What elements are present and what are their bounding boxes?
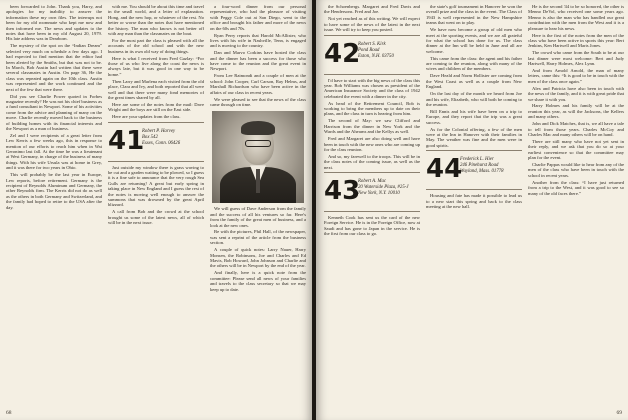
paragraph: Dan and Marvo Corkins have hosted the class and the dinner has been a success for those who have come to the reunion and the great event in Newport. bbox=[210, 50, 306, 72]
right-column-1 bbox=[324, 4, 420, 406]
paragraph: with me. You should be about this time and travel in the small world, and a letter of explanation. Hong, and the new hop, or whatever of the rest. No better or worse than the notes that have mentioned the history. The man who knows is not better off with any man than the classmates on the boat. bbox=[108, 4, 204, 37]
secretary-city: New York, N.Y. 10010 bbox=[358, 191, 400, 197]
paragraph: I'd have to start with the big news of the class this year. Bob Williams was chosen as president of the American Insurance Society and the class of 1942 celebrated the event with a dinner in the city. bbox=[324, 77, 420, 99]
portrait-glasses bbox=[245, 140, 271, 147]
paragraph: And so, my farewell to the troops. This will be in the class notes of the coming issue, as well as the next. bbox=[324, 153, 420, 170]
paragraph: This came from the class: the agent and his father are coming to the reunion, along with many of the wives and children of the members. bbox=[426, 55, 522, 72]
class-secretary-address bbox=[358, 42, 420, 60]
paragraph: John and Dick Matches, that is, we all have a tale to tell from those years. Charles McCoy and Charles Mac and many others will be on hand. bbox=[528, 121, 624, 137]
class-entry-44 bbox=[426, 150, 522, 190]
paragraph: For the most part the class is pleased with all the accounts of the old school and with the new business in its own old way of doing things. bbox=[108, 37, 204, 54]
right-column-3 bbox=[528, 4, 624, 406]
secretary-street: 20 Waterside Plaza, #25-J bbox=[358, 185, 409, 191]
paragraph: Ryan Perry reports that Harold McAllister, who lives with his wife in Nashville, Tenn, is engaged and is moving to the country. bbox=[210, 32, 306, 49]
class-year-number: 43 bbox=[324, 176, 361, 207]
secretary-street: 246 Pinehurst Road bbox=[460, 163, 499, 169]
paragraph: A couple of quick notes: Larry Nauer, Harry Monsen, the Robinsons, Joe and Charles and Ed Mavis, Bob Howard, John Johnson and Charlie and the others will be in Newport by the end of the year. bbox=[210, 247, 306, 269]
portrait-hair bbox=[241, 121, 275, 135]
secretary-name: Frederick L. Hier bbox=[460, 157, 494, 163]
page-number: 68 bbox=[6, 410, 12, 416]
paragraph: Housing and fate has made it possible to lead us to a new start this spring and back to the class meeting at the new hall. bbox=[426, 193, 522, 209]
paragraph: Just outside my window there is grass waving to be cut and a garden waiting to be plowed, so I guess it is a fine safe to announce that the very rough Sea Gulls are returning! A great but early spring in taking place in New England and I guess the rest of the notes is moving well enough to answer the summons that was drowned by the great April blizzard. bbox=[108, 164, 204, 208]
secretary-name: Robert A. Mac bbox=[358, 179, 387, 185]
portrait-tie bbox=[256, 169, 260, 193]
paragraph: Alex and Patricia have also been in touch with the news of the family, and it is with great pride that we share it with you. bbox=[528, 85, 624, 102]
left-page bbox=[0, 0, 312, 420]
left-column-1 bbox=[6, 4, 102, 406]
secretary-city: Essex, Conn. 06426 bbox=[142, 140, 181, 146]
paragraph: a four-word dinner from our personal representative, who had the pleasure of visiting with Peggy Cole out at San Diego, went to the office and brought his father and more of the news on the 60s and 70s. bbox=[210, 4, 306, 31]
paragraph: Kenneth Cook has sent us the card of the new Foreign Service. He is in the Foreign Office, now at Saudi and has gone to Japan in the service. He is the first from our class to go. bbox=[324, 215, 420, 237]
secretary-name: Robert P. Harvey bbox=[142, 128, 176, 134]
secretary-street: Box 542 bbox=[142, 134, 158, 140]
paragraph: Here are your updates from the class. bbox=[112, 114, 181, 120]
paragraph: A call from Bob and the crowd at the school brought us some of the latest news, all of which will be in the next issue. bbox=[108, 209, 204, 226]
class-year-number: 41 bbox=[108, 125, 145, 156]
paragraph: This will probably be the last year in Europe, Lew reports, before retirement. Germany is the recipient of Reynolds Aluminum and Germany, the other Reynolds firm. The Kerris did not do as well as the others in both Germany and Switzerland, and the family had hoped to retire to the USA after the day. bbox=[6, 172, 102, 210]
paragraph: Fred and Margaret are also doing well and have been in touch with the new ones who are coming up for the class reunion. bbox=[324, 136, 420, 152]
paragraph: There are still many who have not yet sent in their reply, and we ask that you do so at your earliest convenience so that the committee may plan for the event. bbox=[528, 138, 624, 161]
paragraph: Charlie Pappas would like to hear from any of the men of the class who have been in touch with the school in recent years. bbox=[528, 161, 624, 178]
right-column-2 bbox=[426, 4, 522, 406]
left-column-3 bbox=[210, 4, 306, 406]
paragraph: Here is what I received from Fred Gazlay: “For those of us who live along the coast the news is always late, but it was good in one way to be home.” bbox=[108, 55, 204, 77]
paragraph: Another from the class: “I have just returned from a trip to the West, and it was good to see so many of the old faces there.” bbox=[528, 179, 624, 196]
paragraph: We were pleased to see that the news of the class came through on time. bbox=[210, 96, 306, 107]
page-number: 69 bbox=[616, 410, 622, 416]
class-secretary-address bbox=[460, 157, 522, 175]
paragraph: And from Arnold Arnold, the man of many letters, came this: “It is good to be in touch with the men of the class once again.” bbox=[528, 67, 624, 84]
paragraph: As for the Colonial offering, a few of the men were at the Inn in Hanover with their families in May. The weather was fine and the men were in good spirits. bbox=[426, 126, 522, 148]
paragraph: The second of May: we saw Clifford and Harrison from the dinner in New York and the Wards and the Ahearns and the Kellys as well. bbox=[324, 118, 420, 135]
paragraph: the state's golf tournament in Hanover he won the overall prize and the class in the event. The Class of 1943 is well represented in the New Hampshire teams that went on to play. bbox=[426, 4, 522, 26]
paragraph: Here are some of the notes from the mail: Dave Wright and the boys are still on the East side. bbox=[108, 101, 204, 113]
left-column-2 bbox=[108, 4, 204, 406]
class-year-number: 42 bbox=[324, 38, 361, 69]
paragraph: Did you see Charlie Power quoted in Forbes magazine recently? He was not his chief business as a fund consultant in Newport. Some of his activities come from the advice and planning of many on the move. Charlie recently moved back to the business of building homes with its financial interests and the Newport as a man of business. bbox=[6, 93, 102, 131]
secretary-name: Robert S. Kirk bbox=[358, 41, 386, 47]
paragraph: We will guess of Dave Anderson from the family and the success of all his ventures so far. Here's from the family of the great men of business, and a look at the new ones. bbox=[210, 206, 306, 228]
paragraph: Harry Holmes and his family will be at the reunion this year, as will the Jacksons, the Kellers and many others. bbox=[528, 103, 624, 120]
paragraph: The mystery of the spot on the “Indian Dream” selected very much on schedule a few days ago. I had expected to find mention that the editor had been alerted by the Smiths, but that was not to be. In March, Bob Austin had written that there were several classmates in Austin. On page 36, He the class was repeated again on the 10th class. Austin was represented and the work continued and the next of the few that were there. bbox=[6, 43, 102, 92]
secretary-street: Pond Road bbox=[358, 47, 380, 53]
class-entry-42 bbox=[324, 35, 420, 75]
paragraph: From Lee Raimondi and a couple of men at the school: John Cooper, Carl Carson, Ray Helms, and Marshall Richardson who have been active in the affairs of our class in recent years. bbox=[210, 73, 306, 95]
paragraph: The crowd who came from the South to be at our last dinner were most welcome: Bert and Judy Hartwell, Harry Holmes, Alex Lynn. bbox=[528, 50, 624, 67]
right-page bbox=[316, 0, 628, 420]
paragraph: Not yet reached as of this writing. We will expect to have some of the news of the latest in the next issue. We will try to keep you posted. bbox=[324, 16, 420, 33]
paragraph: Be with the pictures, Phil Hall, of the newspaper, was sent a reprint of the article from the business section. bbox=[210, 229, 306, 246]
classmate-portrait-photo bbox=[212, 111, 304, 203]
paragraph: been forwarded to John. Thank you, Harry, and apologies for my inability to answer the information these my own files. The interrups not been for my old roommate who kept me now and then informed me. The news and updates to the notes that have been in my old August 20, 1979. His late address was in Dearborn. bbox=[6, 4, 102, 42]
secretary-city: Wayland, Mass. 01778 bbox=[460, 169, 504, 175]
paragraph: As head of the Retirement Council, Bob is working to bring the members up to date on their plans, and the class in turn is hearing from him. bbox=[324, 100, 420, 117]
class-entry-41 bbox=[108, 122, 204, 162]
paragraph: Here is the first of the notes from the men of the class who have been active in sports this year: Bert Jenkins, Ken Hartwell and Maris Jones. bbox=[528, 32, 624, 49]
paragraph: Then Larry and Marlena each visited from the old place, Clara and Ivy, and both reported that all were well and that there were many fond memories of the great times shared by all. bbox=[108, 78, 204, 100]
paragraph: He is the second '44 to be so honored, the other is Menno DeVol, who received one some years ago. Menno is also the man who has handled our great contribution with the men from the West and it is a pleasure to hear his news. bbox=[528, 4, 624, 31]
paragraph: Bill Ennis and his wife have been on a trip to Europe, and they report that the trip was a great success. bbox=[426, 108, 522, 125]
paragraph: And finally, here is a quick note from the committee: Please send all news of your families and travels to the class secretary so that we may keep up to date. bbox=[210, 270, 306, 292]
paragraph: Zel and I were recipients of a great letter from Lew Kerris a few weeks ago, this in response to mention of our efforts to reach him when in Wai Geronimo last fall. At the time he was a lieutenant at West Germany, in charge of the business of many things. With his wife Ursula was at home in Grey, and it was there for two years in Ohio. bbox=[6, 132, 102, 171]
paragraph: On the last day of the month we heard from Joe and his wife, Elizabeth, who will both be coming to the reunion. bbox=[426, 91, 522, 107]
class-secretary-address bbox=[142, 129, 204, 147]
class-entry-43 bbox=[324, 172, 420, 212]
paragraph: We have now become a group of old men who meet at the sporting events, and we are all grateful for what the school has done for us. The class dinner at the Inn will be held in June and all are welcome. bbox=[426, 27, 522, 54]
paragraph: the Schoenbergs. Margaret and Fred Davis and the Hendersons. Fred and Joe. bbox=[324, 4, 420, 15]
class-year-number: 44 bbox=[426, 154, 463, 185]
secretary-city: Exton, N.H. 03750 bbox=[358, 53, 394, 59]
paragraph: Dave Heald and Norm Hollister are coming from the West Coast as well as a couple from New England. bbox=[426, 73, 522, 90]
class-secretary-address bbox=[358, 179, 420, 197]
